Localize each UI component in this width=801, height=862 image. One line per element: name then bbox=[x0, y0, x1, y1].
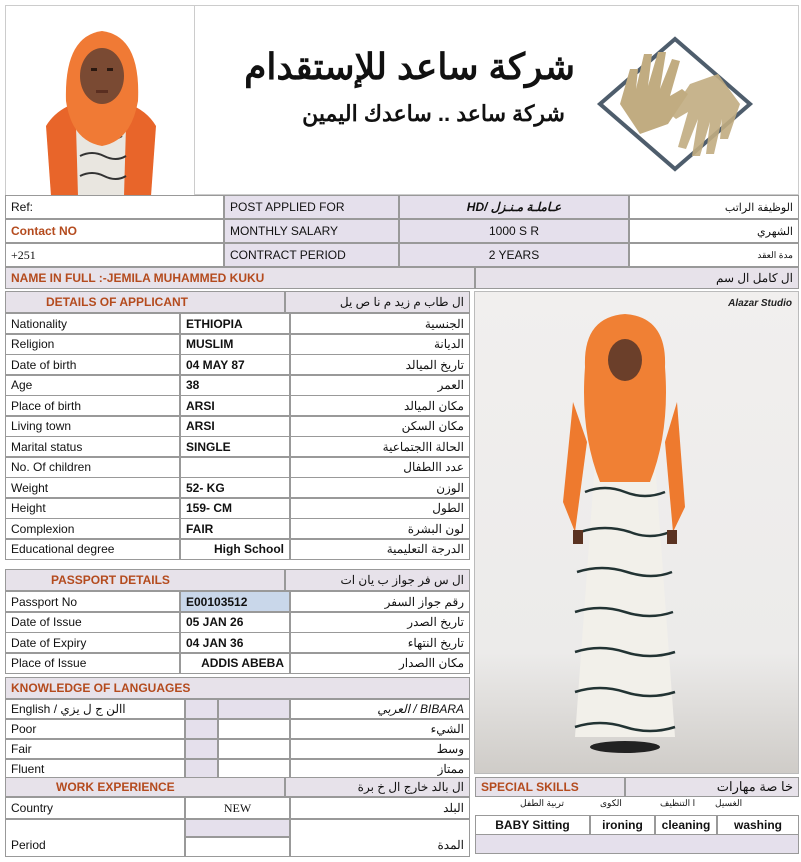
detail-label-ar: الطول bbox=[290, 498, 470, 519]
person-photo-icon bbox=[6, 6, 196, 196]
detail-value: 52- KG bbox=[180, 477, 290, 498]
salary-label-ar: الشهري bbox=[629, 219, 799, 243]
detail-label: Educational degree bbox=[5, 539, 180, 560]
skill-label-ar: تربية الطفل bbox=[520, 798, 565, 808]
skill-label-ar: الكوى bbox=[600, 798, 622, 808]
passport-label: Date of Expiry bbox=[5, 632, 180, 653]
detail-value: ARSI bbox=[180, 395, 290, 416]
company-name-ar: شركة ساعد للإستقدام bbox=[244, 46, 575, 87]
phone-number: +251 bbox=[5, 243, 224, 267]
detail-label-ar: مكان السكن bbox=[290, 416, 470, 437]
detail-label-ar: مكان الميالد bbox=[290, 395, 470, 416]
passport-value: 04 JAN 36 bbox=[180, 632, 290, 653]
details-header-ar: ال طاب م زيد م نا ص يل bbox=[285, 291, 470, 313]
language-spacer-cell bbox=[218, 759, 290, 779]
detail-label: Nationality bbox=[5, 313, 180, 334]
full-name-label-ar: ال كامل ال سم bbox=[475, 267, 799, 289]
skill-label-ar: الغسيل bbox=[715, 798, 743, 808]
skill-label: BABY Sitting bbox=[475, 815, 590, 835]
detail-label: Age bbox=[5, 375, 180, 396]
english-label: English / االن ج ل يزي bbox=[5, 699, 185, 719]
skills-header: SPECIAL SKILLS bbox=[475, 777, 625, 797]
skill-label-ar: ا التنظيف bbox=[660, 798, 696, 808]
skills-check-row[interactable] bbox=[475, 834, 799, 854]
post-label-ar: الوظيفة الراتب bbox=[629, 195, 799, 219]
contract-label-ar: مدة العقد bbox=[629, 243, 799, 267]
passport-value: 05 JAN 26 bbox=[180, 612, 290, 633]
language-level-label-ar: الشيء bbox=[290, 719, 470, 739]
detail-label: Marital status bbox=[5, 436, 180, 457]
detail-label: Place of birth bbox=[5, 395, 180, 416]
detail-label-ar: الوزن bbox=[290, 477, 470, 498]
country-label-ar: البلد bbox=[290, 797, 470, 819]
work-header: WORK EXPERIENCE bbox=[5, 777, 285, 797]
skill-label: ironing bbox=[590, 815, 655, 835]
contract-value: 2 YEARS bbox=[399, 243, 629, 267]
period-value-bottom[interactable] bbox=[185, 837, 290, 857]
passport-label-ar: مكان االصدار bbox=[290, 653, 470, 674]
passport-label-ar: رقم جواز السفر bbox=[290, 591, 470, 612]
detail-label: Complexion bbox=[5, 518, 180, 539]
detail-label-ar: الجنسية bbox=[290, 313, 470, 334]
period-value-top[interactable] bbox=[185, 819, 290, 837]
full-name: NAME IN FULL :-JEMILA MUHAMMED KUKU bbox=[5, 267, 475, 289]
language-level-label-ar: وسط bbox=[290, 739, 470, 759]
detail-label: Weight bbox=[5, 477, 180, 498]
country-label: Country bbox=[5, 797, 185, 819]
post-label: POST APPLIED FOR bbox=[224, 195, 399, 219]
applicant-photo-small bbox=[5, 5, 195, 195]
post-value: HD/ عـاملـة مـنـزل bbox=[399, 195, 629, 219]
work-header-ar: ال بالد خارج ال خ برة bbox=[285, 777, 470, 797]
detail-value: 38 bbox=[180, 375, 290, 396]
detail-label-ar: الدرجة التعليمية bbox=[290, 539, 470, 560]
salary-label: MONTHLY SALARY bbox=[224, 219, 399, 243]
salary-value: 1000 S R bbox=[399, 219, 629, 243]
ref-label: Ref: bbox=[5, 195, 224, 219]
english-spacer-cell bbox=[218, 699, 290, 719]
language-check-cell[interactable] bbox=[185, 759, 218, 779]
company-slogan-ar: شركة ساعد .. ساعدك اليمين bbox=[302, 101, 565, 126]
company-banner bbox=[194, 5, 799, 195]
passport-label: Passport No bbox=[5, 591, 180, 612]
passport-label: Date of Issue bbox=[5, 612, 180, 633]
detail-value: ARSI bbox=[180, 416, 290, 437]
language-check-cell[interactable] bbox=[185, 739, 218, 759]
detail-label: Religion bbox=[5, 334, 180, 355]
detail-label: Living town bbox=[5, 416, 180, 437]
language-check-cell[interactable] bbox=[185, 719, 218, 739]
passport-label-ar: تاريخ الصدر bbox=[290, 612, 470, 633]
detail-value: MUSLIM bbox=[180, 334, 290, 355]
arabic-label: BIBARA / العربي bbox=[290, 699, 470, 719]
detail-value: FAIR bbox=[180, 518, 290, 539]
passport-value: ADDIS ABEBA bbox=[180, 653, 290, 674]
helping-hands-logo-icon bbox=[590, 34, 760, 174]
language-spacer-cell bbox=[218, 739, 290, 759]
english-check-cell[interactable] bbox=[185, 699, 218, 719]
detail-value: 04 MAY 87 bbox=[180, 354, 290, 375]
language-level-label: Fair bbox=[5, 739, 185, 759]
detail-label: Date of birth bbox=[5, 354, 180, 375]
applicant-photo-full bbox=[474, 291, 799, 774]
passport-label-ar: تاريخ النتهاء bbox=[290, 632, 470, 653]
skill-label: washing bbox=[717, 815, 799, 835]
language-level-label-ar: ممتاز bbox=[290, 759, 470, 779]
passport-header-ar: ال س فر جواز ب يان ات bbox=[285, 569, 470, 591]
passport-label: Place of Issue bbox=[5, 653, 180, 674]
detail-label-ar: الديانة bbox=[290, 334, 470, 355]
contract-label: CONTRACT PERIOD bbox=[224, 243, 399, 267]
skill-label: cleaning bbox=[655, 815, 717, 835]
language-spacer-cell bbox=[218, 719, 290, 739]
detail-label: No. Of children bbox=[5, 457, 180, 478]
detail-label: Height bbox=[5, 498, 180, 519]
passport-header: PASSPORT DETAILS bbox=[5, 569, 285, 591]
language-level-label: Poor bbox=[5, 719, 185, 739]
full-body-photo-icon bbox=[475, 292, 800, 775]
period-label-ar: المدة bbox=[290, 819, 470, 857]
studio-watermark: Alazar Studio bbox=[728, 298, 792, 309]
detail-value: 159- CM bbox=[180, 498, 290, 519]
detail-label-ar: الحالة االجتماعية bbox=[290, 436, 470, 457]
period-label: Period bbox=[5, 819, 185, 857]
detail-value: SINGLE bbox=[180, 436, 290, 457]
detail-value: ETHIOPIA bbox=[180, 313, 290, 334]
detail-label-ar: لون البشرة bbox=[290, 518, 470, 539]
detail-label-ar: العمر bbox=[290, 375, 470, 396]
languages-header: KNOWLEDGE OF LANGUAGES bbox=[5, 677, 470, 699]
details-header: DETAILS OF APPLICANT bbox=[5, 291, 285, 313]
passport-value: E00103512 bbox=[180, 591, 290, 612]
skills-header-ar: خا صة مهارات bbox=[625, 777, 799, 797]
detail-value: High School bbox=[180, 539, 290, 560]
language-level-label: Fluent bbox=[5, 759, 185, 779]
contact-label: Contact NO bbox=[5, 219, 224, 243]
detail-label-ar: عدد االطفال bbox=[290, 457, 470, 478]
country-value: NEW bbox=[185, 797, 290, 819]
detail-value bbox=[180, 457, 290, 478]
detail-label-ar: تاريخ الميالد bbox=[290, 354, 470, 375]
